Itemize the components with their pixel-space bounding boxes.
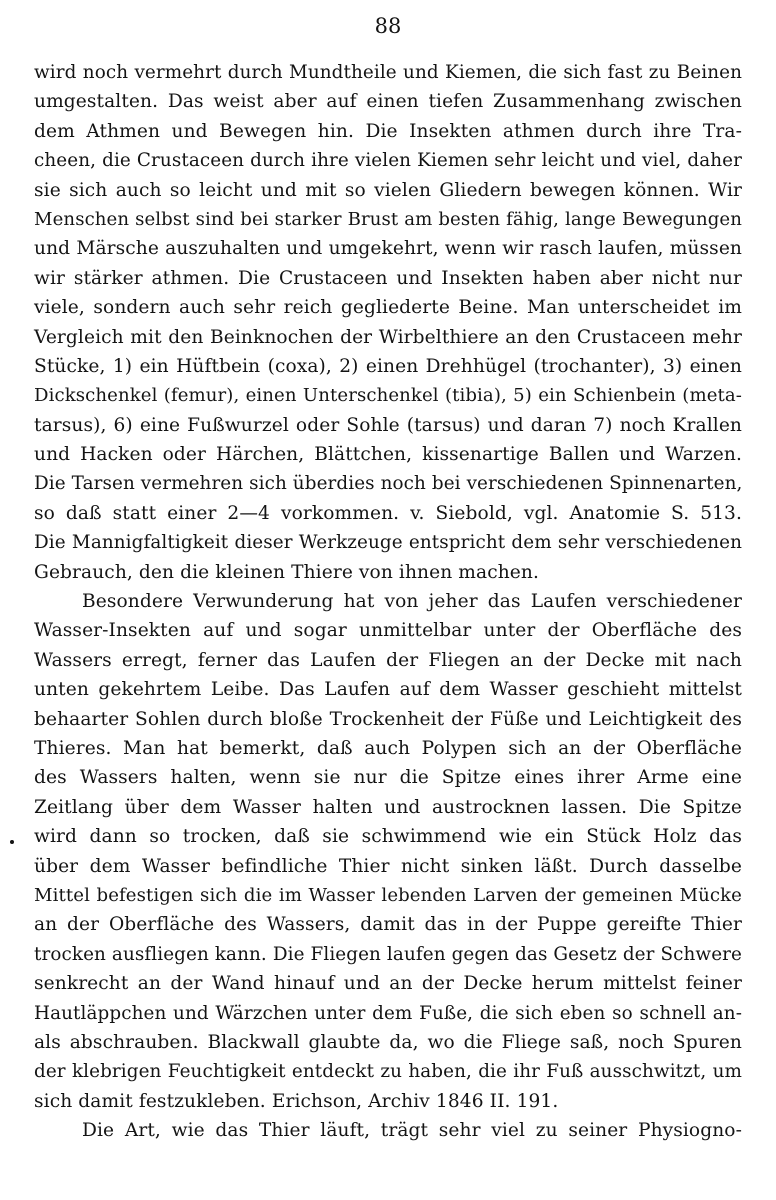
paragraph-first-line: Besondere Verwunderung hat von jeher das Laufen verschiedener	[82, 591, 742, 613]
text-line: senkrecht an der Wand hinauf und an der Decke herum mittelst feiner	[34, 973, 742, 995]
text-line: der klebrigen Feuchtigkeit entdeckt zu haben, die ihr Fuß ausschwitzt, um	[34, 1061, 742, 1083]
text-line: Zeitlang über dem Wasser halten und austrocknen lassen. Die Spitze	[34, 796, 742, 818]
text-line: und Hacken oder Härchen, Blättchen, kissenartige Ballen und Warzen.	[34, 444, 742, 466]
text-line: sich damit festzukleben. Erichson, Archiv 1846 II. 191.	[34, 1090, 559, 1112]
text-line: Dickschenkel (femur), einen Unterschenkel (tibia), 5) ein Schienbein (meta-	[34, 385, 742, 407]
margin-dot	[10, 840, 14, 844]
text-line: unten gekehrtem Leibe. Das Laufen auf dem Wasser geschieht mittelst	[34, 679, 742, 701]
text-line: Stücke, 1) ein Hüftbein (coxa), 2) einen Drehhügel (trochanter), 3) einen	[34, 355, 742, 377]
text-line: Vergleich mit den Beinknochen der Wirbelthiere an den Crustaceen mehr	[34, 326, 742, 348]
text-line: Menschen selbst sind bei starker Brust am besten fähig, lange Bewegungen	[34, 208, 742, 230]
body-text	[34, 58, 742, 1145]
text-line: Wassers erregt, ferner das Laufen der Fliegen an der Decke mit nach	[34, 649, 742, 671]
text-line: cheen, die Crustaceen durch ihre vielen Kiemen sehr leicht und viel, daher	[34, 150, 742, 172]
text-line: so daß statt einer 2—4 vorkommen. v. Siebold, vgl. Anatomie S. 513.	[34, 502, 742, 524]
text-line: und Märsche auszuhalten und umgekehrt, wenn wir rasch laufen, müssen	[34, 238, 742, 260]
text-line: Mittel befestigen sich die im Wasser lebenden Larven der gemeinen Mücke	[34, 884, 742, 906]
text-line: umgestalten. Das weist aber auf einen tiefen Zusammenhang zwischen	[34, 91, 742, 113]
text-line: dem Athmen und Bewegen hin. Die Insekten athmen durch ihre Tra-	[34, 120, 742, 142]
text-line: an der Oberfläche des Wassers, damit das in der Puppe gereifte Thier	[34, 914, 742, 936]
text-line: über dem Wasser befindliche Thier nicht sinken läßt. Durch dasselbe	[34, 855, 742, 877]
text-line: des Wassers halten, wenn sie nur die Spitze eines ihrer Arme eine	[34, 767, 742, 789]
text-line: wird noch vermehrt durch Mundtheile und Kiemen, die sich fast zu Beinen	[34, 62, 742, 83]
text-line: wir stärker athmen. Die Crustaceen und Insekten haben aber nicht nur	[34, 267, 742, 289]
text-line: sie sich auch so leicht und mit so vielen Gliedern bewegen können. Wir	[34, 179, 742, 201]
text-line: Thieres. Man hat bemerkt, daß auch Polypen sich an der Oberfläche	[34, 737, 742, 759]
text-line: tarsus), 6) eine Fußwurzel oder Sohle (tarsus) und daran 7) noch Krallen	[34, 414, 742, 436]
page-number: 88	[374, 14, 402, 38]
text-line: Die Mannigfaltigkeit dieser Werkzeuge entspricht dem sehr verschiedenen	[34, 532, 742, 554]
text-line: Die Tarsen vermehren sich überdies noch bei verschiedenen Spinnenarten,	[34, 473, 743, 495]
text-line: Wasser-Insekten auf und sogar unmittelbar unter der Oberfläche des	[34, 620, 742, 642]
text-line: Gebrauch, den die kleinen Thiere von ihnen machen.	[34, 561, 539, 583]
text-line: wird dann so trocken, daß sie schwimmend wie ein Stück Holz das	[34, 826, 742, 848]
paragraph-first-line: Die Art, wie das Thier läuft, trägt sehr viel zu seiner Physiogno-	[82, 1120, 742, 1142]
text-line: behaarter Sohlen durch bloße Trockenheit der Füße und Leichtigkeit des	[34, 708, 742, 730]
text-line: trocken ausfliegen kann. Die Fliegen laufen gegen das Gesetz der Schwere	[34, 943, 742, 965]
text-line: Hautläppchen und Wärzchen unter dem Fuße, die sich eben so schnell an-	[34, 1002, 742, 1024]
text-line: als abschrauben. Blackwall glaubte da, wo die Fliege saß, noch Spuren	[34, 1031, 742, 1053]
text-line: viele, sondern auch sehr reich gegliederte Beine. Man unterscheidet im	[34, 297, 742, 319]
